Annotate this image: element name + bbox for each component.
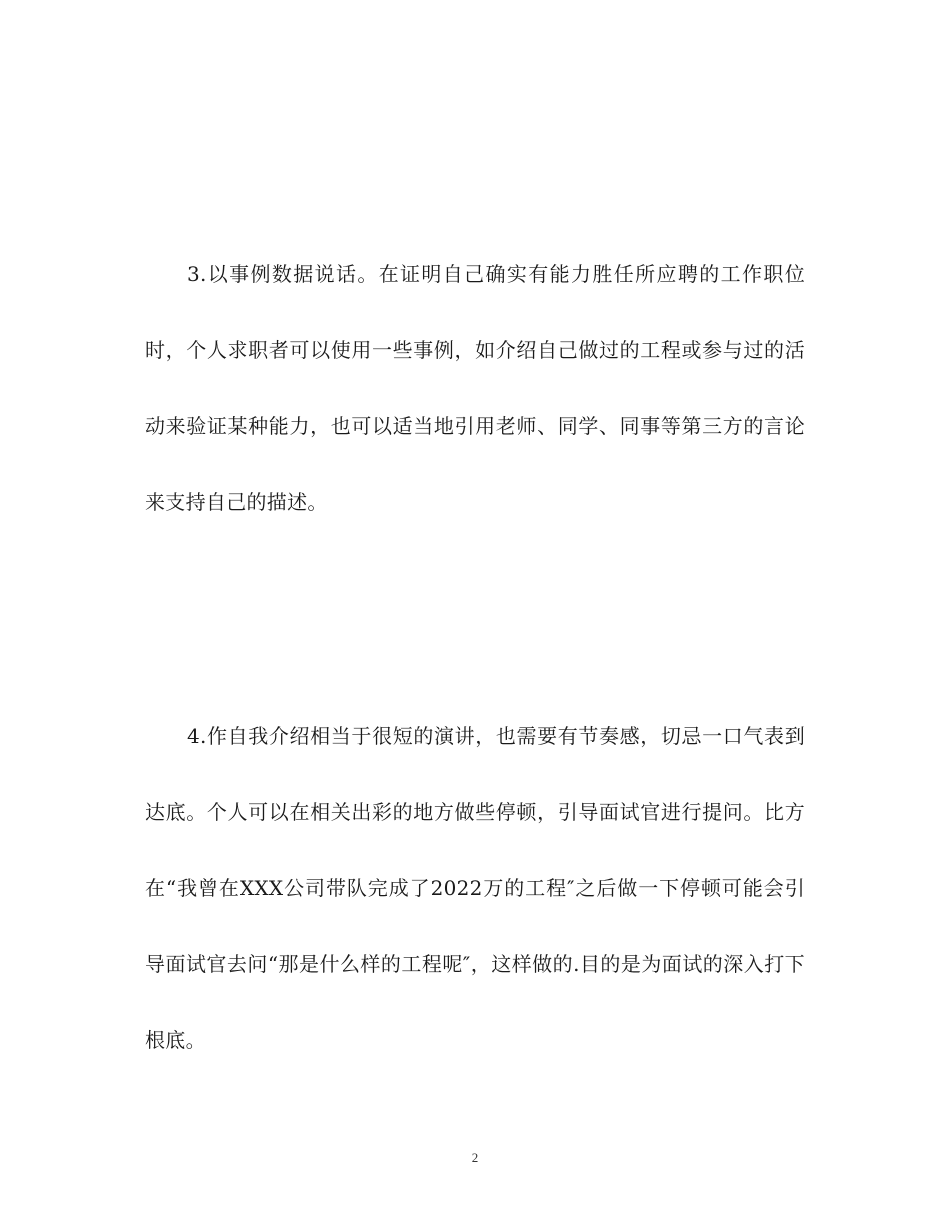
page-number: 2 <box>471 1150 479 1165</box>
paragraph-tip-3: 3.以事例数据说话。在证明自己确实有能力胜任所应聘的工作职位时，个人求职者可以使用一些事例，如介绍自己做过的工程或参与过的活动来验证某种能力，也可以适当地引用老师、同学、同事等第三方的言论来支持自己的描述。 <box>145 262 805 514</box>
paragraph-tip-4: 4.作自我介绍相当于很短的演讲，也需要有节奏感，切忌一口气表到达底。个人可以在相关出彩的地方做些停顿，引导面试官进行提问。比方在“我曾在XXX公司带队完成了2022万的工程″之后做一下停顿可能会引导面试官去问“那是什么样的工程呢″，这样做的.目的是为面试的深入打下根底。 <box>145 724 805 1052</box>
